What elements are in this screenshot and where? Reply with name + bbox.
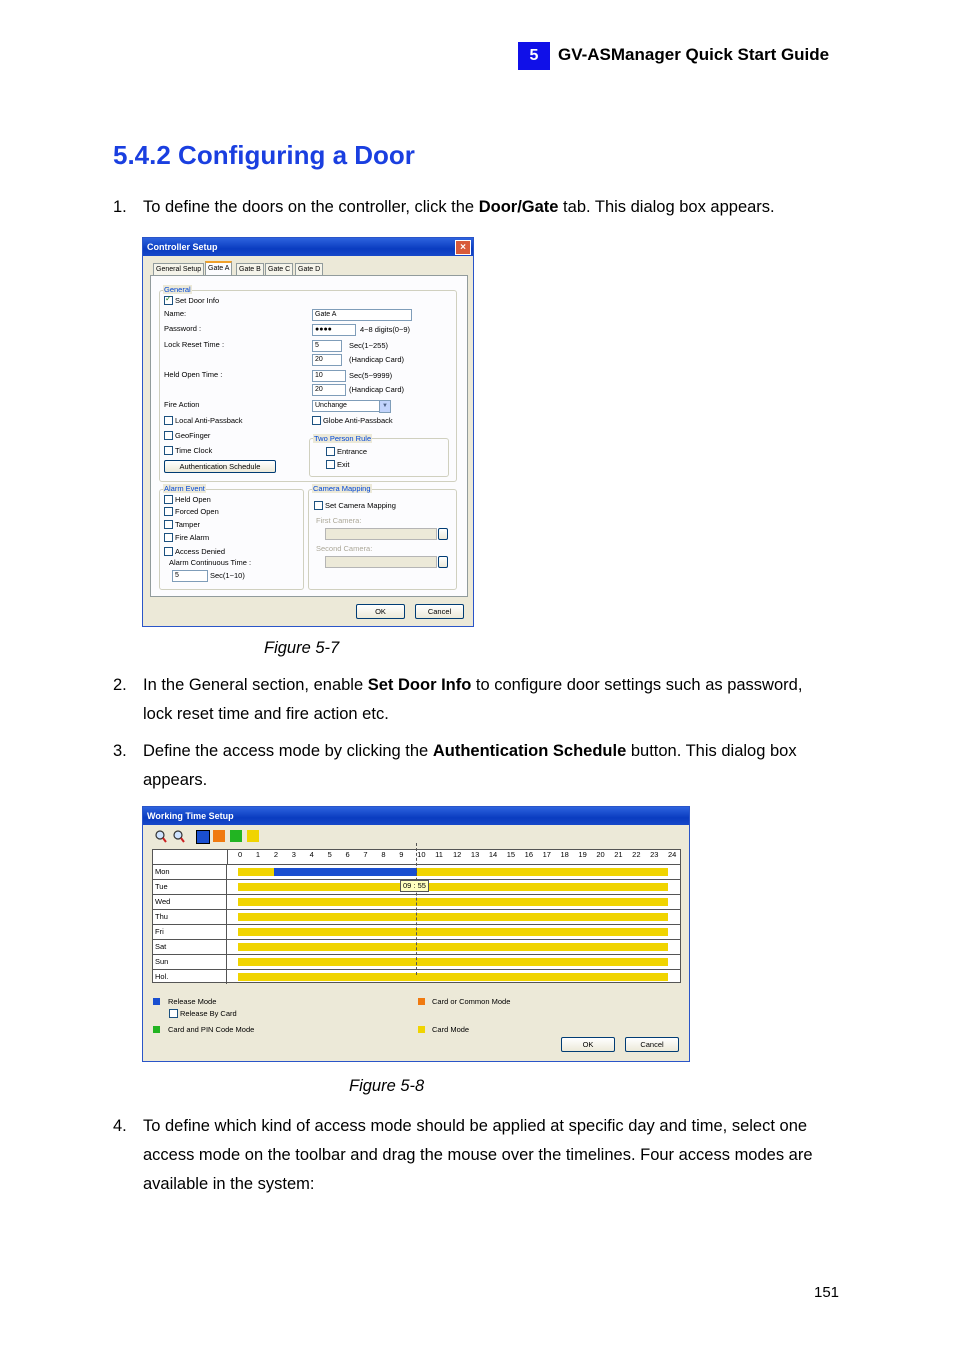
release-mode-swatch [153,998,160,1005]
step-3 [113,737,833,795]
two-person-group [309,438,449,477]
set-door-info-label: Set Door Info [175,296,220,305]
day-label: Sun [153,955,227,969]
exit-label: Exit [337,460,350,469]
hour-tick-12: 12 [453,850,462,859]
globe-apb-checkbox[interactable] [312,416,321,425]
hour-tick-22: 22 [632,850,641,859]
card-mode-timeline[interactable] [238,958,668,966]
time-cursor-line [416,843,417,975]
set-camera-mapping-label: Set Camera Mapping [325,501,396,510]
forced-open-checkbox[interactable] [164,507,173,516]
name-label: Name: [164,309,187,318]
hour-tick-14: 14 [488,850,498,859]
release-mode-timeline[interactable] [274,868,417,876]
camera-mapping-label: Camera Mapping [313,484,371,493]
day-label: Mon [153,865,227,879]
hour-tick-21: 21 [614,850,623,859]
close-icon[interactable]: × [455,240,471,255]
tab-gate-b[interactable]: Gate B [236,263,264,275]
hour-tick-5: 5 [327,850,332,859]
page-number: 151 [814,1284,840,1301]
card-mode-timeline[interactable] [238,943,668,951]
chapter-badge: 5 [518,42,550,70]
figure-caption-5-8: Figure 5-8 [349,1077,425,1095]
hour-tick-0: 0 [238,850,243,859]
authentication-schedule-button[interactable]: Authentication Schedule [164,460,276,473]
set-camera-mapping-checkbox[interactable] [314,501,323,510]
figure-caption-5-7: Figure 5-7 [264,639,340,657]
globe-apb-label: Globe Anti-Passback [323,416,393,425]
password-label: Password : [164,324,202,333]
step-number: 2. [113,676,127,694]
card-mode-timeline[interactable] [238,973,668,981]
card-and-pin-mode-tool[interactable] [230,830,242,842]
step-number: 3. [113,742,127,760]
alarm-continuous-label: Alarm Continuous Time : [169,558,252,567]
lock-reset-label: Lock Reset Time : [164,340,225,349]
lock-handicap-input[interactable]: 20 [312,354,342,366]
dialog-titlebar [143,238,473,256]
step-text: to configure door settings such as password, lock reset time and fire action etc. [143,676,803,723]
alarm-event-label: Alarm Event [164,484,205,493]
time-cursor-tooltip: 09 : 55 [400,880,429,892]
password-hint: 4~8 digits(0~9) [360,325,411,334]
release-mode-label: Release Mode [168,997,217,1006]
hour-tick-7: 7 [363,850,368,859]
access-denied-checkbox[interactable] [164,547,173,556]
day-label: Tue [153,880,227,894]
dialog-title: Working Time Setup [147,811,234,821]
hour-tick-17: 17 [542,850,551,859]
second-camera-label: Second Camera: [316,544,373,553]
time-clock-checkbox[interactable] [164,446,173,455]
entrance-checkbox[interactable] [326,447,335,456]
hour-tick-1: 1 [255,850,261,859]
held-open-input[interactable]: 10 [312,370,346,382]
step-text: In the General section, enable [143,676,368,694]
hour-tick-15: 15 [506,850,516,859]
hour-tick-2: 2 [273,850,278,859]
guide-title: GV-ASManager Quick Start Guide [558,45,830,64]
step-text: To define which kind of access mode should be applied at specific day and time, select one access mode on the toolbar and drag the mouse over the timelines. Four access modes are available in the system: [143,1117,813,1193]
card-mode-timeline[interactable] [238,928,668,936]
tab-general-setup[interactable]: General Setup [153,263,204,275]
password-input[interactable]: ●●●● [312,324,356,336]
step-number: 1. [113,198,127,216]
alarm-continuous-hint: Sec(1~10) [210,571,245,580]
held-open-checkbox[interactable] [164,495,173,504]
step-text: tab. This dialog box appears. [558,198,775,216]
exit-checkbox[interactable] [326,460,335,469]
held-open-label: Held Open Time : [164,370,223,379]
cancel-button[interactable]: Cancel [415,604,464,619]
step-bold: Authentication Schedule [432,742,627,760]
step-number: 4. [113,1117,127,1135]
card-mode-label: Card Mode [432,1025,470,1034]
two-person-label: Two Person Rule [314,434,372,443]
card-common-label: Card or Common Mode [432,997,511,1006]
lock-reset-input[interactable]: 5 [312,340,342,352]
first-camera-input[interactable] [325,528,437,540]
alarm-continuous-input[interactable]: 5 [172,570,208,582]
card-mode-timeline[interactable] [238,898,668,906]
step-4 [113,1112,833,1199]
held-handicap-input[interactable]: 20 [312,384,346,396]
hour-tick-18: 18 [560,850,569,859]
time-clock-label: Time Clock [175,446,213,455]
day-label: Hol. [153,970,227,984]
cancel-button[interactable]: Cancel [625,1037,679,1052]
hour-tick-16: 16 [524,850,533,859]
day-label: Wed [153,895,227,909]
step-bold: Set Door Info [367,676,472,694]
first-camera-label: First Camera: [316,516,362,525]
zoom-out-icon[interactable] [172,830,185,843]
step-2 [113,671,833,729]
card-mode-swatch [418,1026,425,1033]
card-mode-timeline[interactable] [238,883,668,891]
lock-reset-hint: Sec(1~255) [349,341,388,350]
general-label: General [164,285,191,294]
card-mode-timeline[interactable] [238,913,668,921]
tab-gate-c[interactable]: Gate C [265,263,293,275]
release-by-card-label: Release By Card [180,1009,237,1018]
geofinger-label: GeoFinger [175,431,211,440]
hour-tick-23: 23 [650,850,659,859]
dialog-titlebar [143,807,689,825]
second-camera-browse-button[interactable] [438,556,448,568]
step-text: button. This dialog box appears. [143,742,797,789]
tamper-label: Tamper [175,520,201,529]
hour-tick-13: 13 [470,850,480,859]
card-or-common-mode-tool[interactable] [213,830,225,842]
set-door-info-checkbox[interactable] [164,296,173,305]
zoom-in-icon[interactable] [154,830,167,843]
step-text: Define the access mode by clicking the [143,742,433,760]
chevron-down-icon[interactable]: ▼ [379,400,391,413]
working-time-setup-dialog [142,806,690,1062]
held-open-hint: Sec(5~9999) [349,371,393,380]
step-text: To define the doors on the controller, click the [143,198,479,216]
fire-alarm-label: Fire Alarm [175,533,210,542]
card-pin-label: Card and PIN Code Mode [168,1025,255,1034]
hour-tick-24: 24 [668,850,677,859]
geofinger-checkbox[interactable] [164,431,173,440]
hour-tick-3: 3 [291,850,296,859]
fire-action-select[interactable] [312,400,382,412]
ok-button[interactable]: OK [356,604,405,619]
access-denied-label: Access Denied [175,547,226,556]
day-label: Thu [153,910,227,924]
hour-tick-4: 4 [309,850,314,859]
held-open-alarm-label: Held Open [175,495,211,504]
tab-gate-d[interactable]: Gate D [295,263,323,275]
first-camera-browse-button[interactable] [438,528,448,540]
forced-open-label: Forced Open [175,507,219,516]
card-common-swatch [418,998,425,1005]
tamper-checkbox[interactable] [164,520,173,529]
fire-action-label: Fire Action [164,400,200,409]
name-input[interactable]: Gate A [312,309,412,321]
step-1 [113,193,833,222]
day-label: Sat [153,940,227,954]
section-title: 5.4.2 Configuring a Door [113,140,415,170]
second-camera-input[interactable] [325,556,437,568]
local-apb-label: Local Anti-Passback [175,416,243,425]
card-pin-swatch [153,1026,160,1033]
hour-tick-11: 11 [435,850,443,859]
card-mode-tool[interactable] [247,830,259,842]
release-mode-tool[interactable] [196,830,210,844]
hour-tick-10: 10 [417,850,426,859]
release-by-card-checkbox[interactable] [169,1009,178,1018]
handicap-hint-2: (Handicap Card) [349,385,405,394]
local-apb-checkbox[interactable] [164,416,173,425]
fire-action-value: Unchange [315,402,347,409]
controller-setup-dialog [142,237,474,627]
fire-alarm-checkbox[interactable] [164,533,173,542]
hour-tick-6: 6 [345,850,350,859]
hour-tick-19: 19 [578,850,587,859]
ok-button[interactable]: OK [561,1037,615,1052]
hour-tick-9: 9 [399,850,404,859]
step-bold: Door/Gate [478,198,559,216]
day-label: Fri [153,925,227,939]
header-divider [227,850,228,864]
tab-gate-a[interactable]: Gate A [205,261,232,276]
handicap-hint: (Handicap Card) [349,355,405,364]
entrance-label: Entrance [337,447,368,456]
hour-tick-8: 8 [381,850,386,859]
dialog-title: Controller Setup [147,242,218,252]
hour-tick-20: 20 [596,850,605,859]
